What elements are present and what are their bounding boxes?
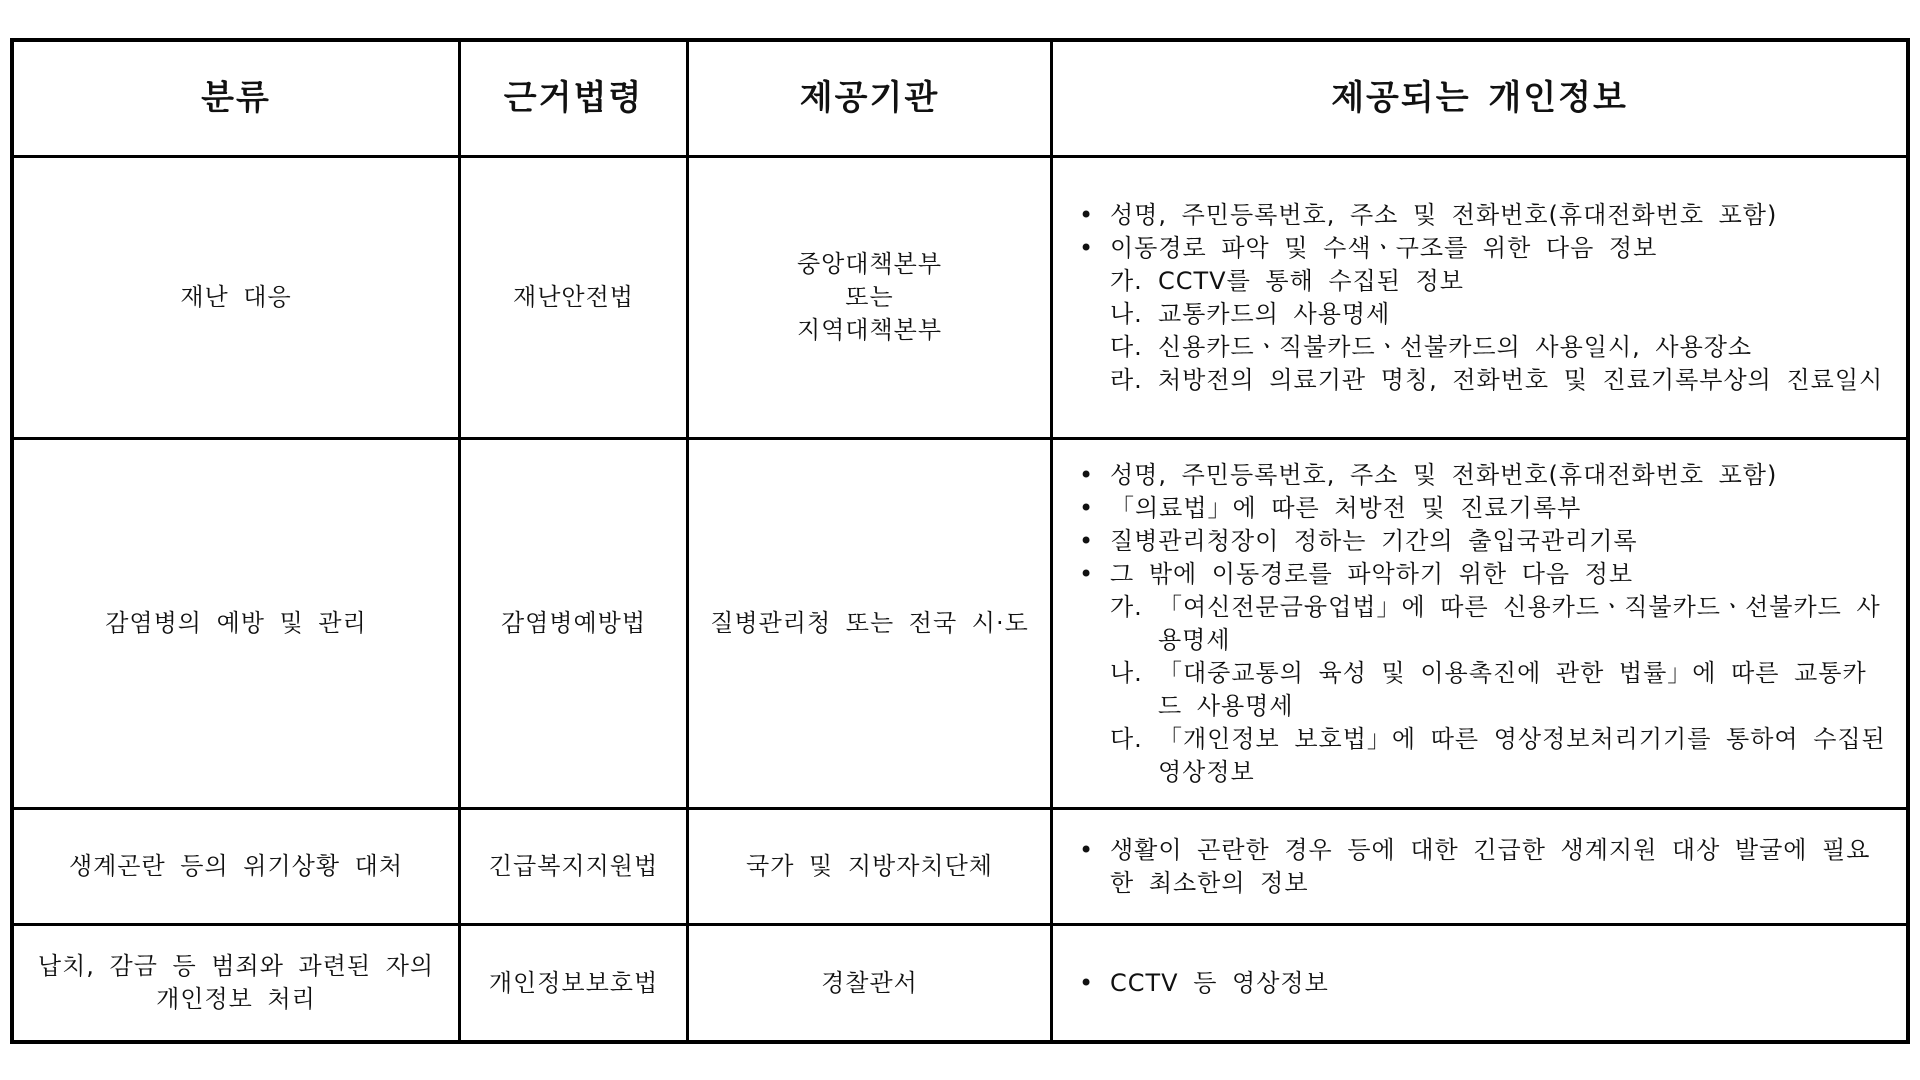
bullet-icon: • — [1079, 559, 1095, 588]
subitem-marker: 가. — [1110, 266, 1143, 295]
bullet-icon: • — [1079, 493, 1095, 522]
info-bullet — [1079, 199, 1883, 232]
info-bullet-text: 성명, 주민등록번호, 주소 및 전화번호(휴대전화번호 포함) — [1110, 200, 1778, 229]
row-3-info — [1053, 810, 1906, 926]
subitem-marker: 나. — [1110, 658, 1143, 687]
info-subitem — [1079, 723, 1890, 789]
info-subitem — [1079, 591, 1890, 657]
row-1-info — [1053, 158, 1906, 440]
row-4-law: 개인정보보호법 — [461, 926, 689, 1040]
subitem-marker: 나. — [1110, 299, 1143, 328]
info-bullet-text: 이동경로 파악 및 수색ㆍ구조를 위한 다음 정보 — [1110, 233, 1658, 262]
info-bullet-text: 그 밖에 이동경로를 파악하기 위한 다음 정보 — [1110, 559, 1634, 588]
row-3-agency: 국가 및 지방자치단체 — [689, 810, 1053, 926]
header-category: 분류 — [14, 42, 461, 158]
row-1-agency — [689, 158, 1053, 440]
header-law: 근거법령 — [461, 42, 689, 158]
subitem-marker: 가. — [1110, 592, 1143, 621]
info-bullet — [1079, 459, 1890, 492]
header-agency: 제공기관 — [689, 42, 1053, 158]
info-bullet-text: 「의료법」에 따른 처방전 및 진료기록부 — [1110, 493, 1582, 522]
row-2-agency: 질병관리청 또는 전국 시·도 — [689, 440, 1053, 810]
subitem-text: 처방전의 의료기관 명칭, 전화번호 및 진료기록부상의 진료일시 — [1158, 365, 1884, 394]
subitem-text: 신용카드ㆍ직불카드ㆍ선불카드의 사용일시, 사용장소 — [1158, 332, 1753, 361]
bullet-icon: • — [1079, 835, 1095, 864]
info-subitem — [1079, 265, 1883, 298]
bullet-icon: • — [1079, 526, 1095, 555]
info-bullet — [1079, 232, 1883, 265]
header-info: 제공되는 개인정보 — [1053, 42, 1906, 158]
subitem-marker: 다. — [1110, 724, 1143, 753]
row-2-info — [1053, 440, 1906, 810]
row-1-agency-line: 중앙대책본부 — [796, 250, 943, 278]
subitem-text: 교통카드의 사용명세 — [1158, 299, 1391, 328]
bullet-icon: • — [1079, 233, 1095, 262]
row-4-category — [14, 926, 461, 1040]
info-bullet-text: 질병관리청장이 정하는 기간의 출입국관리기록 — [1110, 526, 1638, 555]
info-bullet — [1079, 967, 1329, 1000]
info-bullet-text: 생활이 곤란한 경우 등에 대한 긴급한 생계지원 대상 발굴에 필요한 최소한의 정보 — [1110, 835, 1871, 897]
row-4-agency: 경찰관서 — [689, 926, 1053, 1040]
info-bullet-text: CCTV 등 영상정보 — [1110, 968, 1329, 997]
row-2-law: 감염병예방법 — [461, 440, 689, 810]
row-1-law: 재난안전법 — [461, 158, 689, 440]
subitem-text: 「개인정보 보호법」에 따른 영상정보처리기기를 통하여 수집된 영상정보 — [1158, 724, 1886, 786]
info-subitem — [1079, 298, 1883, 331]
info-subitem — [1079, 331, 1883, 364]
bullet-icon: • — [1079, 460, 1095, 489]
bullet-icon: • — [1079, 968, 1095, 997]
info-subitem — [1079, 657, 1890, 723]
info-bullet — [1079, 834, 1890, 900]
row-1-agency-line: 지역대책본부 — [796, 316, 943, 344]
row-4-category-line: 납치, 감금 등 범죄와 과련된 자의 — [37, 952, 435, 980]
info-bullet — [1079, 525, 1890, 558]
row-3-category: 생계곤란 등의 위기상황 대처 — [14, 810, 461, 926]
row-2-category: 감염병의 예방 및 관리 — [14, 440, 461, 810]
bullet-icon: • — [1079, 200, 1095, 229]
subitem-marker: 다. — [1110, 332, 1143, 361]
subitem-text: CCTV를 통해 수집된 정보 — [1158, 266, 1464, 295]
row-4-info — [1053, 926, 1906, 1040]
subitem-marker: 라. — [1110, 365, 1143, 394]
info-bullet-text: 성명, 주민등록번호, 주소 및 전화번호(휴대전화번호 포함) — [1110, 460, 1778, 489]
info-bullet — [1079, 558, 1890, 591]
row-3-law: 긴급복지지원법 — [461, 810, 689, 926]
info-bullet — [1079, 492, 1890, 525]
row-1-agency-line: 또는 — [845, 283, 894, 311]
personal-info-provision-table — [10, 38, 1910, 1044]
row-4-category-line: 개인정보 처리 — [156, 985, 316, 1013]
info-subitem — [1079, 364, 1883, 397]
subitem-text: 「대중교통의 육성 및 이용촉진에 관한 법률」에 따른 교통카드 사용명세 — [1158, 658, 1867, 720]
row-1-category: 재난 대응 — [14, 158, 461, 440]
subitem-text: 「여신전문금융업법」에 따른 신용카드ㆍ직불카드ㆍ선불카드 사용명세 — [1158, 592, 1881, 654]
